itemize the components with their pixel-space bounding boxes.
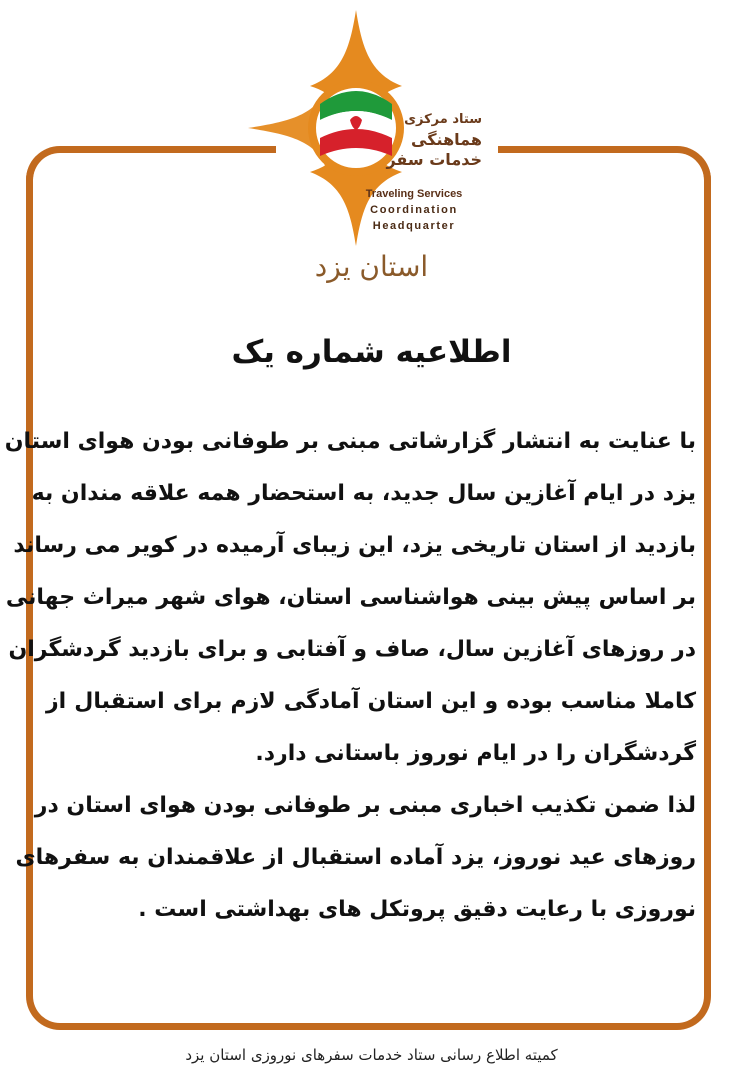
body-line-3: بازدید از استان تاریخی یزد، این زیبای آرمیده در کویر می رساند <box>13 533 696 558</box>
body-line-1: با عنایت به انتشار گزارشاتی مبنی بر طوفانی بودن هوای استان <box>4 429 696 454</box>
logo-en-line-2: Coordination <box>370 204 458 216</box>
body-line-7: گردشگران را در ایام نوروز باستانی دارد. <box>255 741 696 766</box>
logo-en-line-3: Headquarter <box>372 220 456 232</box>
logo-fa-line-3: خدمات سفر <box>386 150 482 169</box>
province-name: استان یزد <box>314 250 429 283</box>
announcement-body <box>4 416 696 936</box>
footer-credit: کمیته اطلاع رسانی ستاد خدمات سفرهای نوروزی استان یزد <box>185 1046 558 1064</box>
body-line-8: لذا ضمن تکذیب اخباری مبنی بر طوفانی بودن هوای استان در <box>34 793 696 818</box>
body-line-4: بر اساس پیش بینی هواشناسی استان، هوای شهر میراث جهانی <box>5 585 696 610</box>
body-line-9: روزهای عید نوروز، یزد آماده استقبال از علاقمندان به سفرهای <box>15 845 696 870</box>
logo-persian-text <box>362 110 482 170</box>
logo-fa-line-2: هماهنگی <box>411 130 482 149</box>
body-line-5: در روزهای آغازین سال، صاف و آفتابی و برای بازدید گردشگران <box>8 637 696 662</box>
body-line-2: یزد در ایام آغازین سال جدید، به استحضار همه علاقه مندان به <box>31 481 696 506</box>
headquarter-logo <box>246 8 496 248</box>
body-line-10: نوروزی با رعایت دقیق پروتکل های بهداشتی است . <box>138 897 696 922</box>
logo-en-line-1: Traveling Services <box>365 188 463 200</box>
logo-english-text <box>358 186 470 234</box>
announcement-title: اطلاعیه شماره یک <box>231 334 512 370</box>
body-line-6: کاملا مناسب بوده و این استان آمادگی لازم برای استقبال از <box>46 689 696 714</box>
logo-fa-line-1: ستاد مرکزی <box>404 112 482 127</box>
